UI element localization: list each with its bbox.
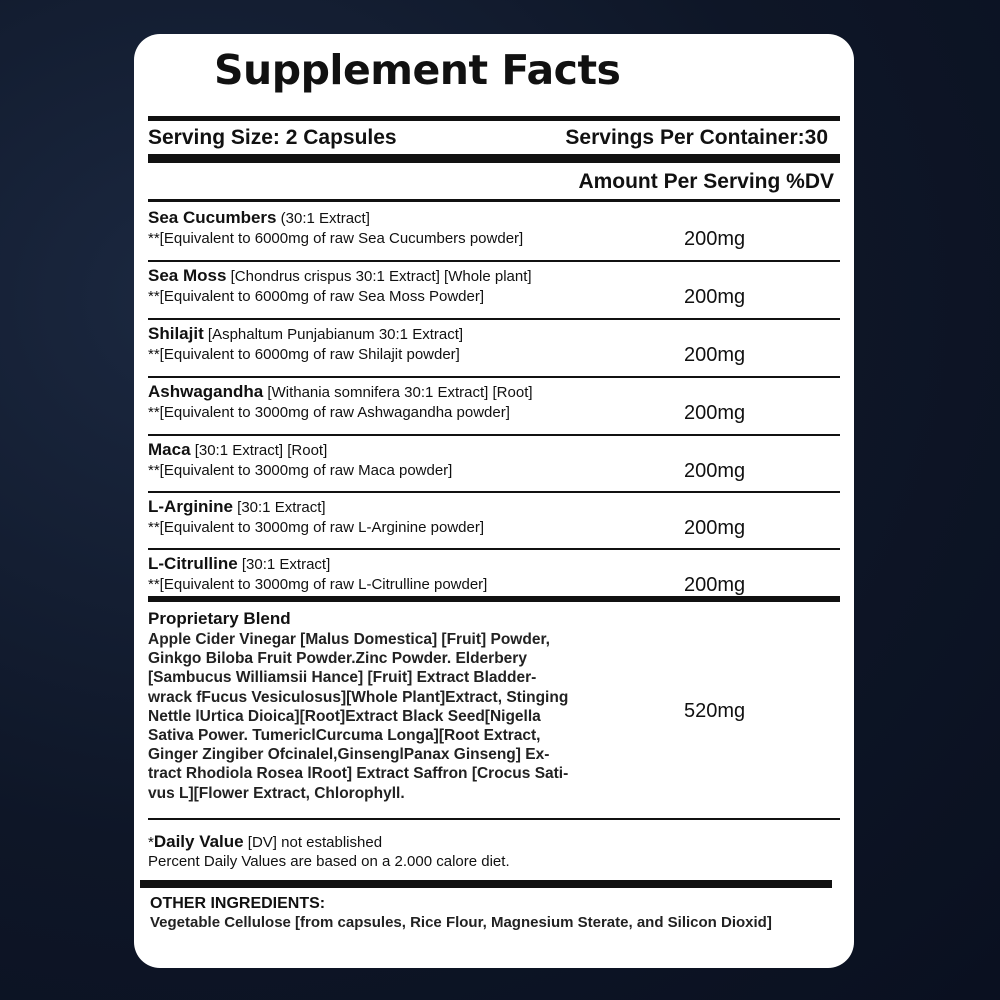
thick-rule [148,154,840,163]
ingredient-row [148,440,840,481]
ingredient-equivalent: **[Equivalent to 3000mg of raw L-Arginine powder] [148,519,485,536]
ingredient-row [148,497,840,538]
blend-bottom-rule [148,818,840,820]
blend-line: [Sambucus Williamsii Hance] [Fruit] Extract Bladder- [148,669,537,687]
ingredient-amount: 200mg [684,228,746,250]
ingredient-row [148,554,840,595]
row-divider [148,548,840,550]
ingredient-equivalent: **[Equivalent to 3000mg of raw Ashwagandha powder] [148,404,510,421]
dv-star: * [148,834,154,851]
other-ingredients [150,894,850,932]
blend-ingredients [148,630,668,803]
ingredient-row [148,266,840,307]
ingredient-name: Sea Moss [148,266,227,285]
blend-amount: 520mg [684,700,746,722]
row-divider [148,376,840,378]
panel-title: Supplement Facts [214,46,621,94]
ingredient-detail: (30:1 Extract] [276,210,370,227]
ingredient-amount: 200mg [684,286,746,308]
blend-line: tract Rhodiola Rosea lRoot] Extract Saffron [Crocus Sati- [148,765,569,783]
ingredient-equivalent: **[Equivalent to 6000mg of raw Shilajit powder] [148,346,460,363]
row-divider [148,260,840,262]
top-rule [148,116,840,121]
ingredient-name: Shilajit [148,324,204,343]
serving-size: Serving Size: 2 Capsules [148,126,397,149]
ingredient-equivalent: **[Equivalent to 6000mg of raw Sea Cucumbers powder] [148,230,524,247]
ingredient-detail: [Asphaltum Punjabianum 30:1 Extract] [203,326,464,343]
blend-line: Sativa Power. TumericlCurcuma Longa][Root Extract, [148,727,541,745]
blend-line: Ginkgo Biloba Fruit Powder.Zinc Powder. Elderbery [148,650,527,668]
proprietary-blend [148,608,840,803]
header-rule [148,199,840,202]
ingredient-detail: [30:1 Extract] [Root] [190,442,328,459]
other-text: Vegetable Cellulose [from capsules, Rice Flour, Magnesium Sterate, and Silicon Dioxid] [150,914,772,931]
blend-line: Apple Cider Vinegar [Malus Domestica] [Fruit] Powder, [148,631,550,648]
ingredient-detail: [Chondrus crispus 30:1 Extract] [Whole plant] [226,268,532,285]
row-divider [148,318,840,320]
ingredient-equivalent: **[Equivalent to 6000mg of raw Sea Moss Powder] [148,288,485,305]
ingredient-amount: 200mg [684,517,746,539]
ingredient-row [148,382,840,423]
row-divider [148,491,840,493]
blend-title: Proprietary Blend [148,609,291,628]
ingredient-amount: 200mg [684,574,746,596]
ingredient-name: L-Arginine [148,497,233,516]
supplement-facts-panel [134,34,854,968]
ingredient-detail: [Withania somnifera 30:1 Extract] [Root] [263,384,533,401]
dv-rest: [DV] not established [243,834,383,851]
blend-line: Ginger Zingiber Ofcinalel,GinsenglPanax Ginseng] Ex- [148,746,550,764]
servings-per-container: Servings Per Container:30 [565,126,828,149]
ingredient-detail: [30:1 Extract] [237,556,331,573]
blend-line: vus L][Flower Extract, Chlorophyll. [148,784,405,802]
ingredient-equivalent: **[Equivalent to 3000mg of raw Maca powder] [148,462,453,479]
ingredient-name: Sea Cucumbers [148,208,277,227]
blend-top-rule [148,596,840,602]
ingredient-detail: [30:1 Extract] [233,499,326,516]
ingredient-name: Maca [148,440,191,459]
ingredient-equivalent: **[Equivalent to 3000mg of raw L-Citrulline powder] [148,576,488,593]
ingredient-name: L-Citrulline [148,554,238,573]
ingredient-row [148,208,840,249]
dv-bold: Daily Value [153,832,244,851]
daily-value-note [148,832,510,871]
ingredient-amount: 200mg [684,402,746,424]
ingredient-row [148,324,840,365]
row-divider [148,434,840,436]
dv-calorie-note: Percent Daily Values are based on a 2.000 calore diet. [148,853,510,870]
blend-line: Nettle lUrtica Dioica][Root]Extract Black Seed[Nigella [148,707,541,725]
blend-line: wrack fFucus Vesiculosus][Whole Plant]Extract, Stinging [148,688,569,706]
amount-per-serving-header: Amount Per Serving %DV [578,170,834,193]
ingredient-name: Ashwagandha [148,382,264,401]
ingredient-amount: 200mg [684,460,746,482]
other-heading: OTHER INGREDIENTS: [150,895,326,912]
ingredient-amount: 200mg [684,344,746,366]
other-top-rule [140,880,832,888]
